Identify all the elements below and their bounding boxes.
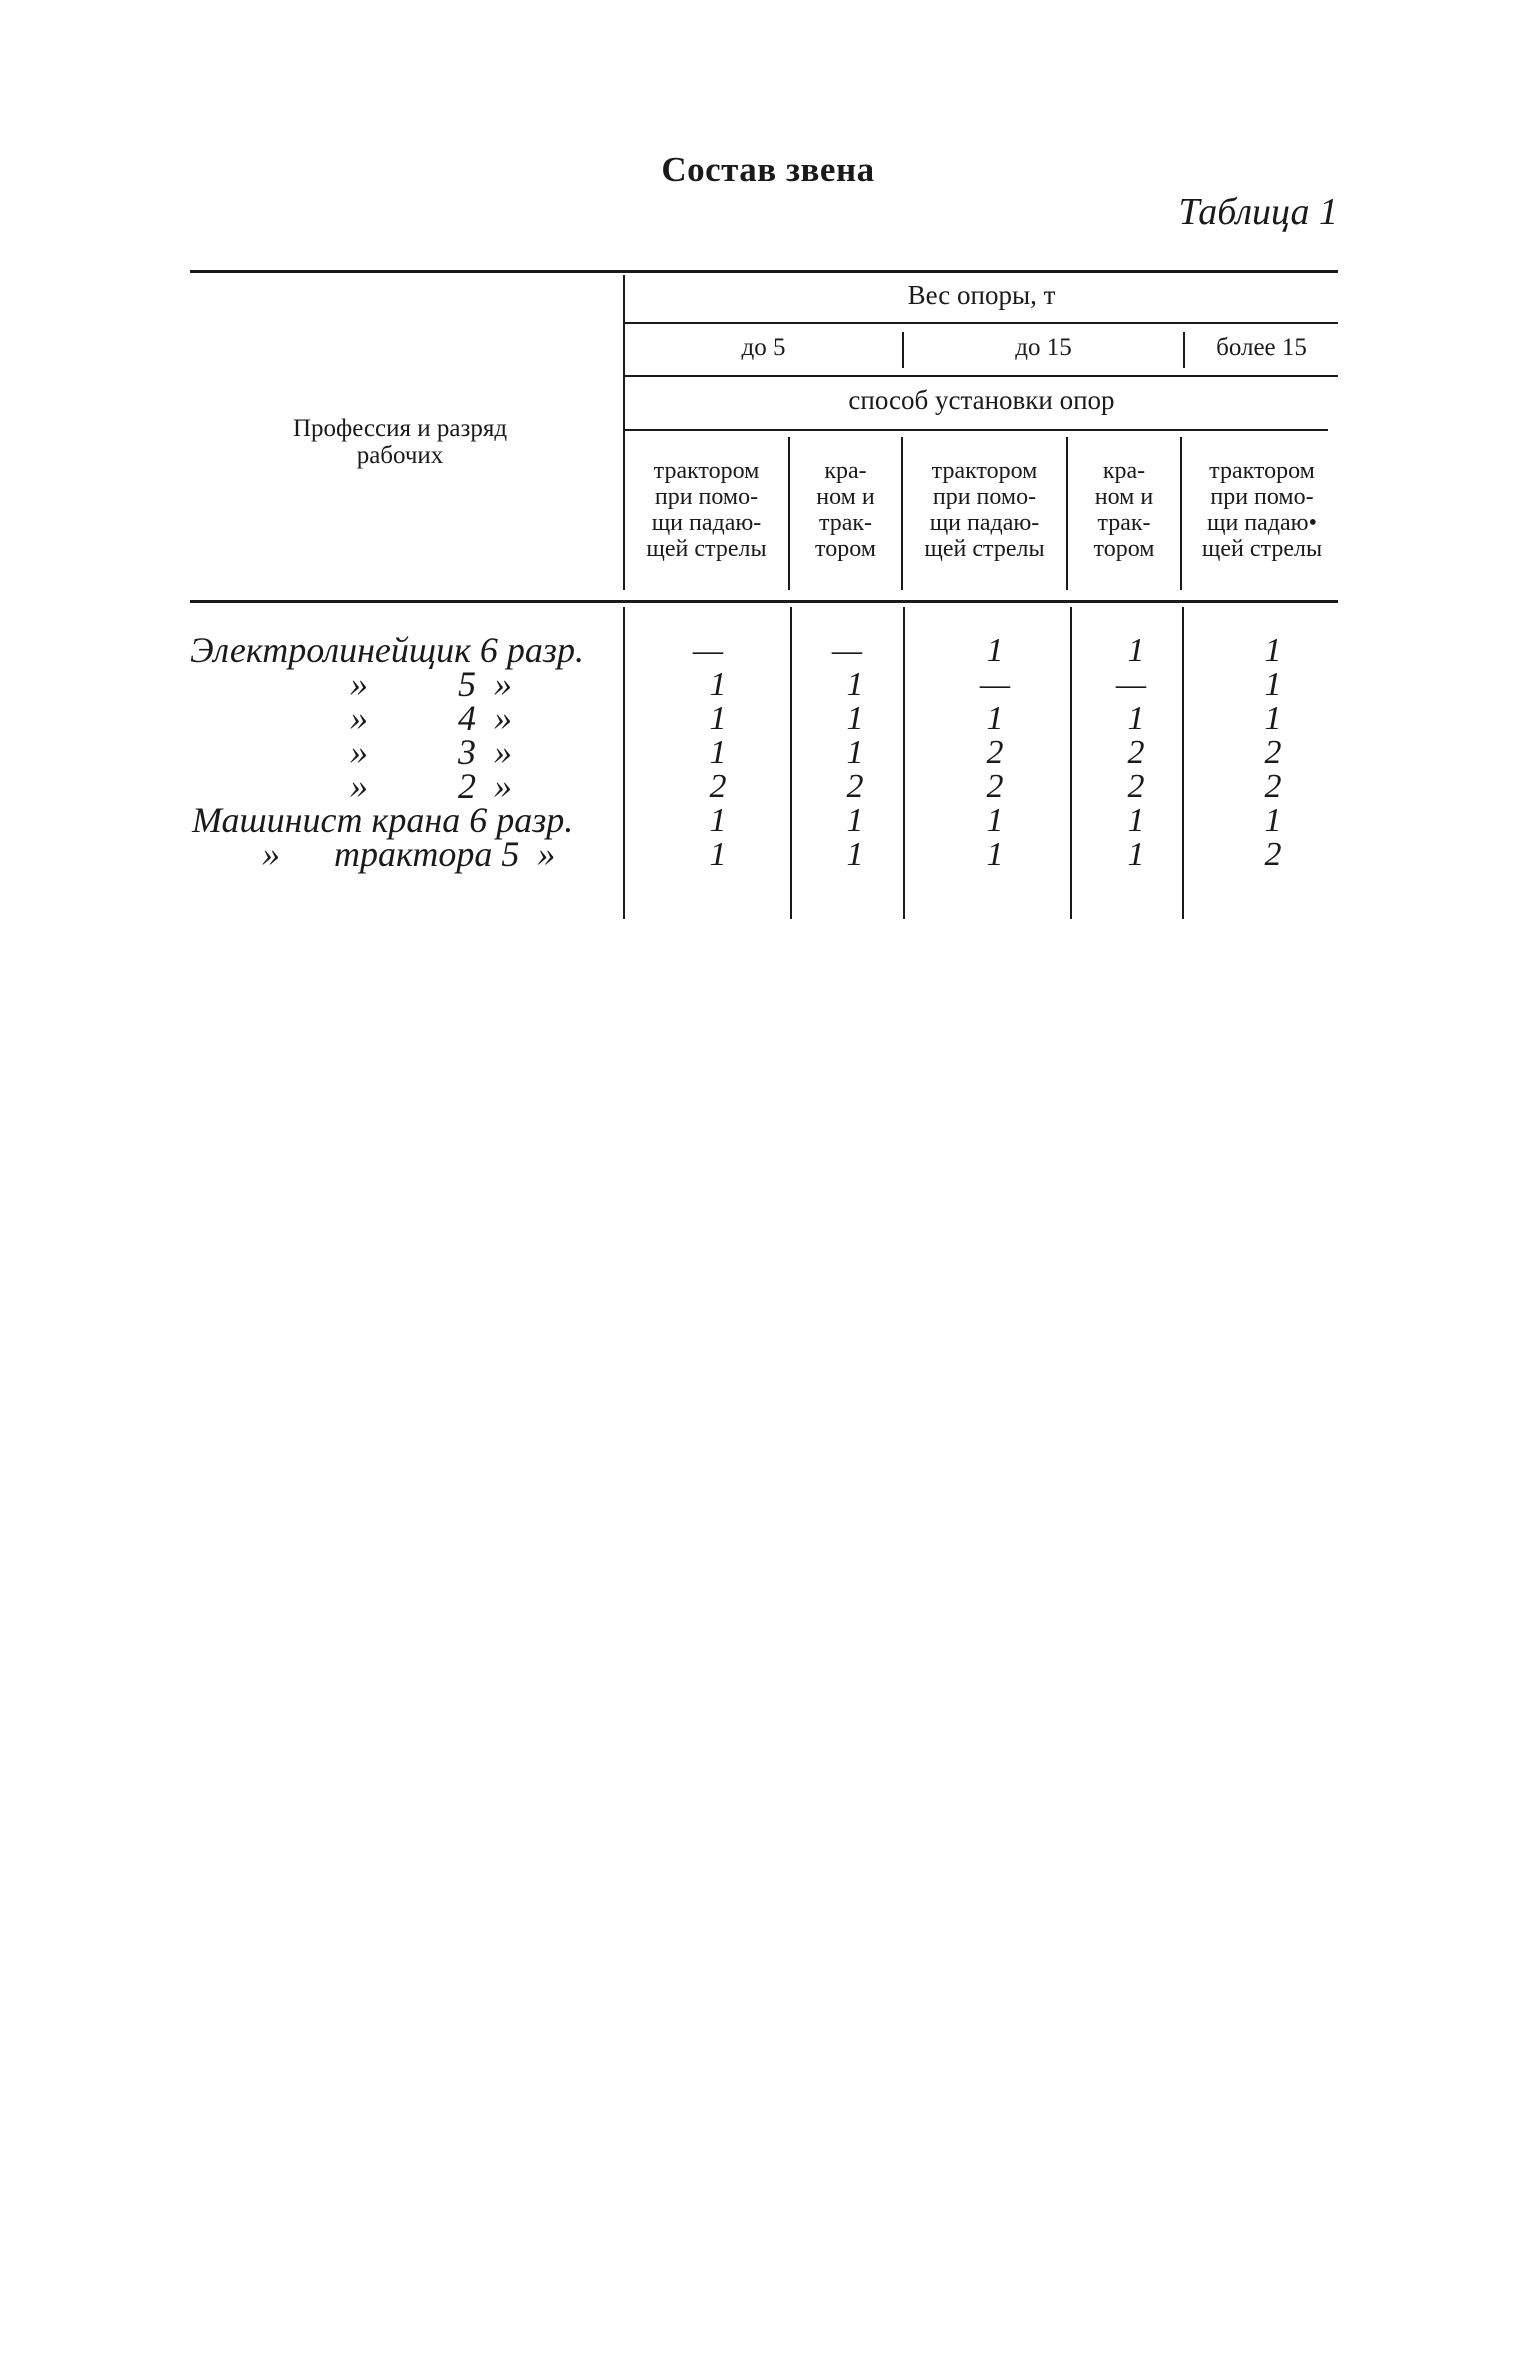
column-header-tractor-1: трактором при помо- щи падаю- щей стрелы <box>646 458 767 562</box>
table-cell: 1 <box>1264 802 1282 839</box>
column-header-tractor-2: трактором при помо- щи падаю- щей стрелы <box>924 458 1045 562</box>
col-divider-body-1 <box>790 607 792 919</box>
table-cell: 1 <box>986 836 1004 873</box>
stub-divider-body <box>623 607 625 919</box>
table-cell: — <box>831 632 863 669</box>
stub-header <box>190 415 610 469</box>
table-cell: — <box>692 632 724 669</box>
column-header-crane-1: кра- ном и трак- тором <box>815 458 876 562</box>
page-title: Состав звена <box>661 150 875 189</box>
weight-header: Вес опоры, т <box>907 280 1056 310</box>
table-cell: 2 <box>846 768 864 805</box>
column-header-crane-2: кра- ном и трак- тором <box>1093 458 1155 562</box>
row-label: » 2 » <box>350 766 512 806</box>
header-bottom-rule <box>190 600 1338 603</box>
groups-rule <box>625 375 1338 377</box>
group-header-up-to-15: до 15 <box>1015 334 1072 361</box>
row-label: » трактора 5 » <box>262 834 556 874</box>
table-cell: 2 <box>709 768 727 805</box>
stub-header-line-2: рабочих <box>356 442 444 469</box>
row-label: Машинист крана 6 разр. <box>192 800 574 840</box>
table-cell: 1 <box>846 734 864 771</box>
row-label: » 5 » <box>350 664 512 704</box>
table-cell: 1 <box>1127 632 1145 669</box>
table-cell: 1 <box>1264 700 1282 737</box>
method-header: способ установки опор <box>848 385 1115 415</box>
table-cell: 1 <box>709 802 727 839</box>
group-header-up-to-5: до 5 <box>741 334 786 361</box>
row-label: Электролинейщик 6 разр. <box>190 630 584 670</box>
table-cell: 1 <box>1264 666 1282 703</box>
weight-rule <box>625 322 1338 324</box>
row-label: » 3 » <box>350 732 512 772</box>
table-cell: 1 <box>1127 836 1145 873</box>
table-label: Таблица 1 <box>1178 191 1338 233</box>
table-cell: 1 <box>1127 700 1145 737</box>
table-cell: 2 <box>1264 836 1282 873</box>
table-cell: 2 <box>1264 734 1282 771</box>
table-cell: — <box>1115 666 1147 703</box>
table-cell: 2 <box>986 734 1004 771</box>
row-label: » 4 » <box>350 698 512 738</box>
col-divider-body-4 <box>1182 607 1184 919</box>
table-cell: 1 <box>986 700 1004 737</box>
table-cell: 1 <box>986 632 1004 669</box>
table-cell: 1 <box>846 836 864 873</box>
table-cell: 1 <box>709 700 727 737</box>
table-cell: 1 <box>846 802 864 839</box>
group-header-over-15: более 15 <box>1216 334 1307 361</box>
table-cell: 2 <box>1127 734 1145 771</box>
method-rule <box>625 429 1328 431</box>
table-cell: 1 <box>709 836 727 873</box>
table-cell: 1 <box>1264 632 1282 669</box>
table-cell: 1 <box>846 666 864 703</box>
table-cell: 1 <box>846 700 864 737</box>
table-cell: 1 <box>709 666 727 703</box>
table-cell: 2 <box>1264 768 1282 805</box>
table-cell: 1 <box>709 734 727 771</box>
col-divider-body-3 <box>1070 607 1072 919</box>
table-cell: 2 <box>986 768 1004 805</box>
col-divider-body-2 <box>903 607 905 919</box>
stub-header-line-1: Профессия и разряд <box>292 415 508 442</box>
table-top-rule <box>190 270 1338 273</box>
table-cell: 1 <box>1127 802 1145 839</box>
table-cell: — <box>979 666 1011 703</box>
column-header-tractor-3: трактором при помо- щи падаю• щей стрелы <box>1201 458 1323 562</box>
table-cell: 1 <box>986 802 1004 839</box>
table-cell: 2 <box>1127 768 1145 805</box>
